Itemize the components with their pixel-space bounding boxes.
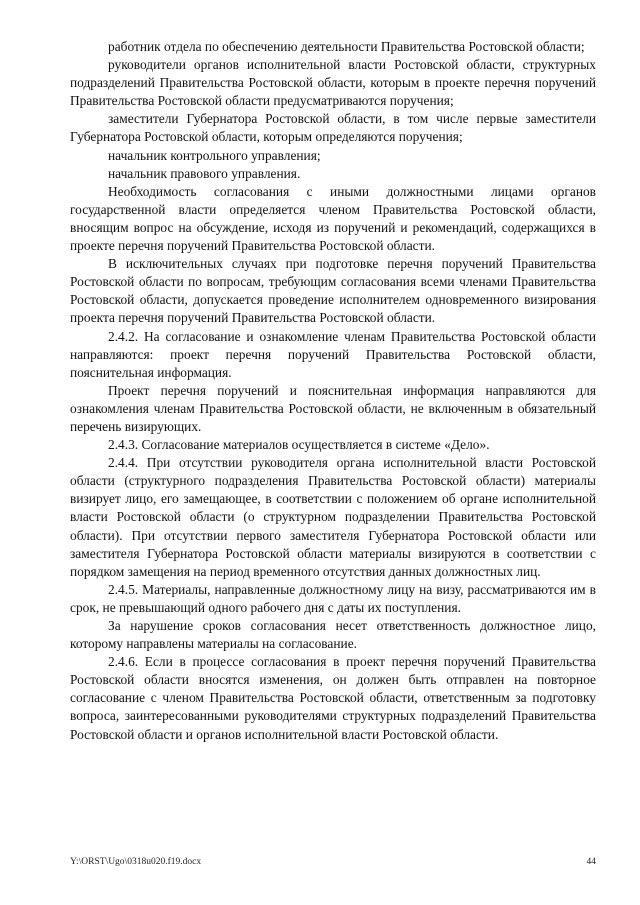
page-number: 44 <box>586 857 596 867</box>
paragraph: 2.4.5. Материалы, направленные должностному лицу на визу, рассматриваются им в срок, не превышающий одного рабочего дня с даты их поступления. <box>70 581 596 615</box>
paragraph: заместители Губернатора Ростовской области, в том числе первые заместители Губернатора Ростовской области, которым определяются поручения; <box>70 111 596 145</box>
paragraph: 2.4.4. При отсутствии руководителя органа исполнительной власти Ростовской области (структурного подразделения Правительства Ростовской области) материалы визирует лицо, его замещающее, в соответствии с положением об органе исполнительной власти Ростовской области (о структурном подразделении Правительства Ростовской области). При отсутствии первого заместителя Губернатора Ростовской области или заместителя Губернатора Ростовской области материалы визируются в соответствии с порядком замещения на период временного отсутствия данных должностных лиц. <box>70 455 596 579</box>
page-footer <box>70 856 596 868</box>
paragraph: начальник контрольного управления; <box>108 147 321 163</box>
paragraph: 2.4.2. На согласование и ознакомление членам Правительства Ростовской области направляются: проект перечня поручений Правительства Ростовской области, пояснительная информация. <box>70 328 596 380</box>
paragraph: Проект перечня поручений и пояснительная информация направляются для ознакомления членам Правительства Ростовской области, не включенным в обязательный перечень визирующих. <box>70 382 596 434</box>
paragraph: За нарушение сроков согласования несет ответственность должностное лицо, которому направлены материалы на согласование. <box>70 618 596 652</box>
paragraph: Необходимость согласования с иными должностными лицами органов государственной власти определяется членом Правительства Ростовской области, вносящим вопрос на обсуждение, исходя из поручений и рекомендаций, содержащихся в проекте перечня поручений Правительства Ростовской области. <box>70 183 596 254</box>
paragraph: руководители органов исполнительной власти Ростовской области, структурных подразделений Правительства Ростовской области, которым в проекте перечня поручений Правительства Ростовской области предусматриваются поручения; <box>70 57 596 109</box>
paragraph: 2.4.3. Согласование материалов осуществляется в системе «Дело». <box>108 437 490 453</box>
footer-file-path: Y:\ORST\Ugo\0318u020.f19.docx <box>70 857 202 867</box>
paragraph: работник отдела по обеспечению деятельности Правительства Ростовской области; <box>108 39 585 54</box>
paragraph: начальник правового управления. <box>108 165 301 181</box>
paragraph: В исключительных случаях при подготовке перечня поручений Правительства Ростовской области по вопросам, требующим согласования всеми членами Правительства Ростовской области, допускается проведение исполнителем одновременного визирования проекта перечня поручений Правительства Ростовской области. <box>70 256 596 326</box>
document-body <box>70 38 596 744</box>
paragraph: 2.4.6. Если в процессе согласования в проект перечня поручений Правительства Ростовской области вносятся изменения, он должен быть отправлен на повторное согласование с членом Правительства Ростовской области, ответственным за подготовку вопроса, заинтересованными руководителями структурных подразделений Правительства Ростовской области и органов исполнительной власти Ростовской области. <box>70 654 596 742</box>
